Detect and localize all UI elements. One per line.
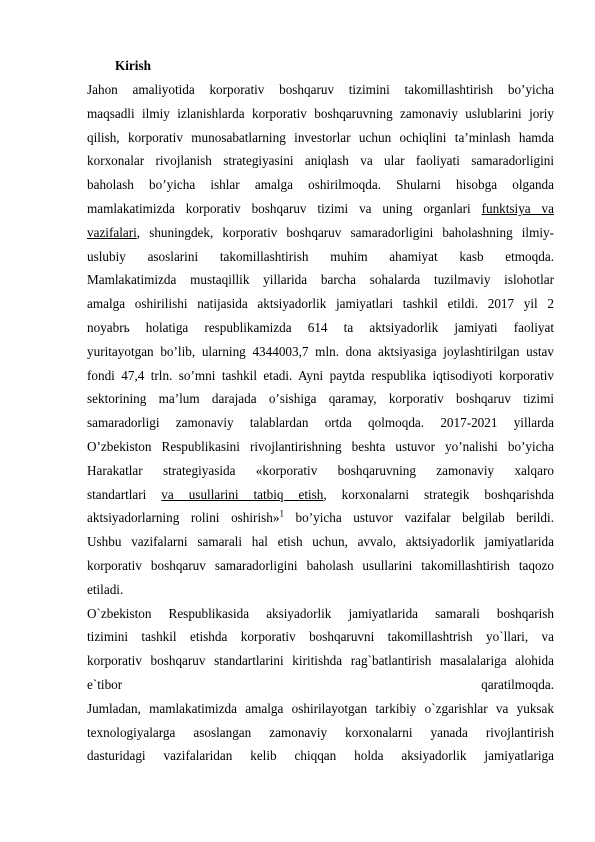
text-fragment: aktsiyadorlarning rolini oshirish» [87,510,280,526]
footnote-ref[interactable]: 1 [279,508,284,519]
text-line [87,221,554,245]
text-line: O`zbekiston Respublikasida aksiyadorlik jamiyatlarida samarali boshqarish [87,605,554,621]
text-fragment: e`tibor [87,676,123,692]
text-line: etiladi. [87,581,124,597]
text-line [87,506,554,530]
text-line: korporativ boshqaruv standartlarini kiritishda rag`batlantirish masalalariga alohida [87,653,554,669]
text-fragment: , shuningdek, korporativ boshqaruv samaradorligini baholashning ilmiy- [136,224,554,240]
text-line: texnologiyalarga asoslangan zamonaviy korxonalarni yanada rivojlantirish [87,724,554,740]
text-line: samaradorligi zamonaviy talablardan ortda qolmoqda. 2017-2021 yillarda [87,415,554,431]
text-line: korporativ boshqaruv samaradorligini baholash usullarini takomillashtirish taqozo [87,557,554,573]
text-line: Mamlakatimizda mustaqillik yillarida barcha sohalarda tuzilmaviy islohotlar [87,272,554,288]
usullar-link[interactable]: va usullarini tatbiq etish [161,486,324,502]
text-line: uslubiy asoslarini takomillashtirish muhim ahamiyat kasb etmoqda. [87,248,554,264]
text-line: amalga oshirilishi natijasida aktsiyadorlik jamiyatlari tashkil etildi. 2017 yil 2 [87,296,554,312]
text-line: tizimini tashkil etishda korporativ boshqaruvni takomillashtrish yo`llari, va [87,629,554,645]
text-line: Harakatlar strategiyasida «korporativ boshqaruvning zamonaviy xalqaro [87,462,554,478]
text-fragment: qaratilmoqda. [481,676,554,692]
text-fragment: mamlakatimizda korporativ boshqaruv tizimi va uning organlari [87,200,482,216]
text-line: Ushbu vazifalarni samarali hal etish uchun, avvalo, aktsiyadorlik jamiyatlarida [87,534,554,550]
text-fragment: boʼyicha ustuvor vazifalar belgilab berildi. [283,510,554,526]
text-line [87,483,554,507]
section-heading: Kirish [115,58,151,73]
text-line: Jahon amaliyotida korporativ boshqaruv tizimini takomillashtirish boʼyicha [87,82,554,97]
text-line: Oʼzbekiston Respublikasini rivojlantirishning beshta ustuvor yoʼnalishi boʼyicha [87,438,554,454]
text-line: noyabrь holatiga respublikamizda 614 ta aktsiyadorlik jamiyati faoliyat [87,319,554,335]
text-line: maqsadli ilmiy izlanishlarda korporativ boshqaruvning zamonaviy uslublarini joriy [87,105,554,121]
text-fragment: , korxonalarni strategik boshqarishda [323,486,554,502]
text-line: fondi 47,4 trln. soʼmni tashkil etadi. Ayni paytda respublika iqtisodiyoti korporativ [87,367,554,383]
text-line: Jumladan, mamlakatimizda amalga oshirilayotgan tarkibiy o`zgarishlar va yuksak [87,700,554,716]
text-line: qilish, korporativ munosabatlarning investorlar uchun ochiqlini taʼminlash hamda [87,129,554,145]
funktsiya-link[interactable]: funktsiya va [481,200,554,216]
text-line [87,197,554,221]
text-line: dasturidagi vazifalaridan kelib chiqqan holda aksiyadorlik jamiyatlariga [87,748,554,764]
text-line: sektorining maʼlum darajada oʼsishiga qaramay, korporativ boshqaruv tizimi [87,391,554,407]
text-fragment: standartlari [87,486,162,502]
vazifalari-link[interactable]: vazifalari [87,224,137,240]
text-line [87,673,554,697]
document-page [87,56,554,768]
text-line: baholash boʼyicha ishlar amalga oshirilmoqda. Shularni hisobga olganda [87,177,554,193]
text-line: korxonalar rivojlanish strategiyasini aniqlash va ular faoliyati samaradorligini [87,153,554,169]
text-line: yuritayotgan boʼlib, ularning 4344003,7 mln. dona aktsiyasiga joylashtirilgan ustav [87,343,554,359]
